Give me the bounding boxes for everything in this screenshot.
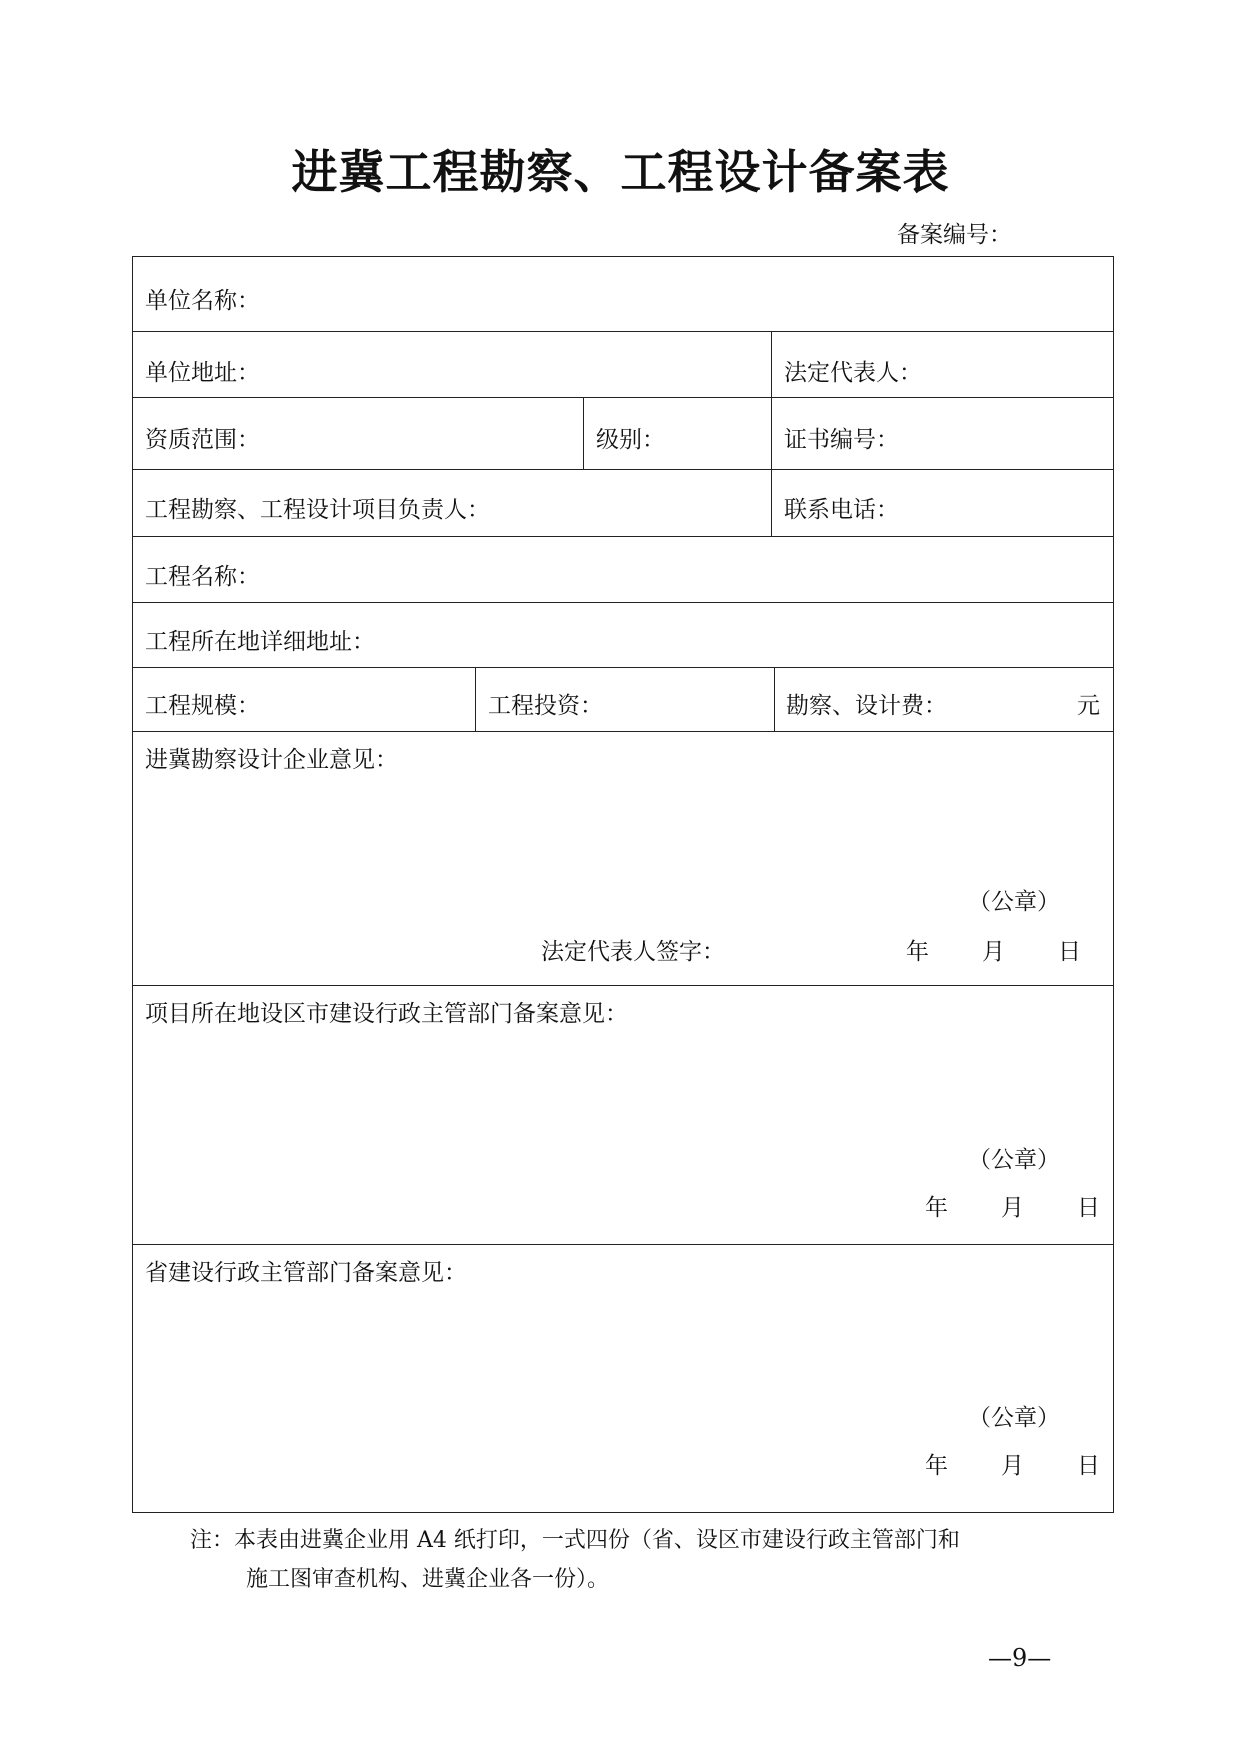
project-scale-label: 工程规模： <box>145 693 260 719</box>
grade-label: 级别： <box>596 427 665 453</box>
survey-design-fee-label: 勘察、设计费： <box>786 693 947 719</box>
project-name-label: 工程名称： <box>145 564 260 590</box>
row-divider <box>133 602 1113 603</box>
column-divider <box>771 469 772 536</box>
date-year-label: 年 <box>925 1453 948 1479</box>
unit-name-label: 单位名称： <box>145 288 260 314</box>
date-month-label: 月 <box>1001 1195 1024 1221</box>
province-dept-opinion-heading: 省建设行政主管部门备案意见： <box>145 1260 467 1286</box>
legal-rep-label: 法定代表人： <box>784 360 922 386</box>
row-divider <box>133 731 1113 732</box>
enterprise-opinion-heading: 进冀勘察设计企业意见： <box>145 747 398 773</box>
row-divider <box>133 1244 1113 1245</box>
date-year-label: 年 <box>925 1195 948 1221</box>
project-address-label: 工程所在地详细地址： <box>145 629 375 655</box>
city-dept-opinion-heading: 项目所在地设区市建设行政主管部门备案意见： <box>145 1001 628 1027</box>
record-form-table <box>132 256 1114 1513</box>
column-divider <box>771 331 772 469</box>
fee-unit-label: 元 <box>1077 693 1100 719</box>
column-divider <box>774 667 775 731</box>
row-divider <box>133 536 1113 537</box>
column-divider <box>475 667 476 731</box>
row-divider <box>133 397 1113 398</box>
qualification-scope-label: 资质范围： <box>145 427 260 453</box>
project-investment-label: 工程投资： <box>488 693 603 719</box>
date-day-label: 日 <box>1077 1195 1100 1221</box>
date-day-label: 日 <box>1058 939 1081 965</box>
footnote-line-2: 施工图审查机构、进冀企业各一份）。 <box>246 1567 610 1592</box>
official-seal-label: （公章） <box>968 1405 1060 1431</box>
row-divider <box>133 667 1113 668</box>
official-seal-label: （公章） <box>968 889 1060 915</box>
date-year-label: 年 <box>906 939 929 965</box>
date-month-label: 月 <box>1001 1453 1024 1479</box>
record-number-label: 备案编号： <box>897 222 1012 248</box>
certificate-no-label: 证书编号： <box>784 427 899 453</box>
row-divider <box>133 469 1113 470</box>
column-divider <box>583 397 584 469</box>
row-divider <box>133 331 1113 332</box>
project-leader-label: 工程勘察、工程设计项目负责人： <box>145 497 490 523</box>
official-seal-label: （公章） <box>968 1147 1060 1173</box>
legal-rep-signature-label: 法定代表人签字： <box>541 939 725 965</box>
contact-phone-label: 联系电话： <box>784 497 899 523</box>
page-title: 进冀工程勘察、工程设计备案表 <box>291 145 950 199</box>
page-number: —9— <box>988 1644 1052 1672</box>
row-divider <box>133 985 1113 986</box>
date-day-label: 日 <box>1077 1453 1100 1479</box>
footnote-line-1: 注：本表由进冀企业用 A4 纸打印，一式四份（省、设区市建设行政主管部门和 <box>190 1528 960 1553</box>
date-month-label: 月 <box>982 939 1005 965</box>
unit-address-label: 单位地址： <box>145 360 260 386</box>
